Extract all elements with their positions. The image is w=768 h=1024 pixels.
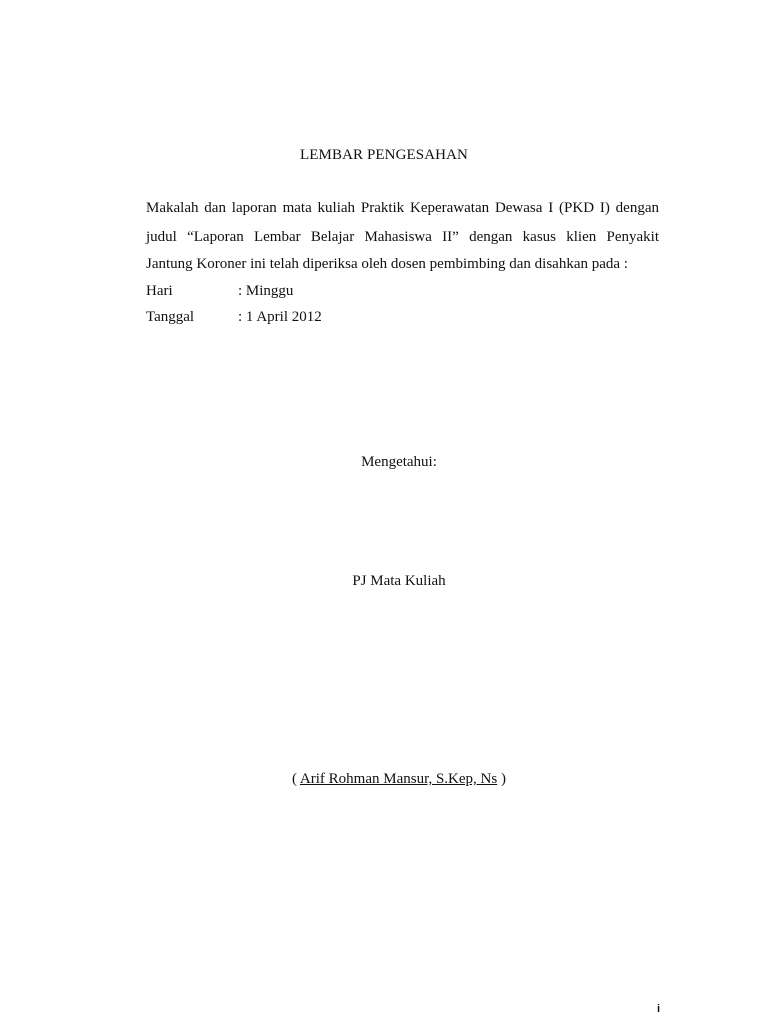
signatory-close-paren: ) (497, 771, 506, 787)
field-day-label: Hari (146, 283, 173, 299)
paragraph-line-1: Makalah dan laporan mata kuliah Praktik Keperawatan Dewasa I (PKD I) dengan (146, 200, 659, 216)
signatory-open-paren: ( (292, 771, 300, 787)
signatory-name: Arif Rohman Mansur, S.Kep, Ns (299, 771, 498, 787)
field-date (146, 307, 322, 327)
paragraph-line-2: judul “Laporan Lembar Belajar Mahasiswa II” dengan kasus klien Penyakit (146, 229, 659, 245)
page-title: LEMBAR PENGESAHAN (300, 147, 468, 163)
page-number: i (656, 1003, 660, 1015)
acknowledge-text: Mengetahui: (361, 454, 437, 470)
paragraph-line-3: Jantung Koroner ini telah diperiksa oleh dosen pembimbing dan disahkan pada : (146, 256, 628, 272)
field-day (146, 281, 293, 301)
field-day-value: : Minggu (238, 283, 294, 299)
field-date-label: Tanggal (146, 309, 195, 325)
role-title: PJ Mata Kuliah (352, 573, 446, 589)
field-date-value: : 1 April 2012 (238, 309, 322, 325)
signatory-line (15, 769, 768, 789)
